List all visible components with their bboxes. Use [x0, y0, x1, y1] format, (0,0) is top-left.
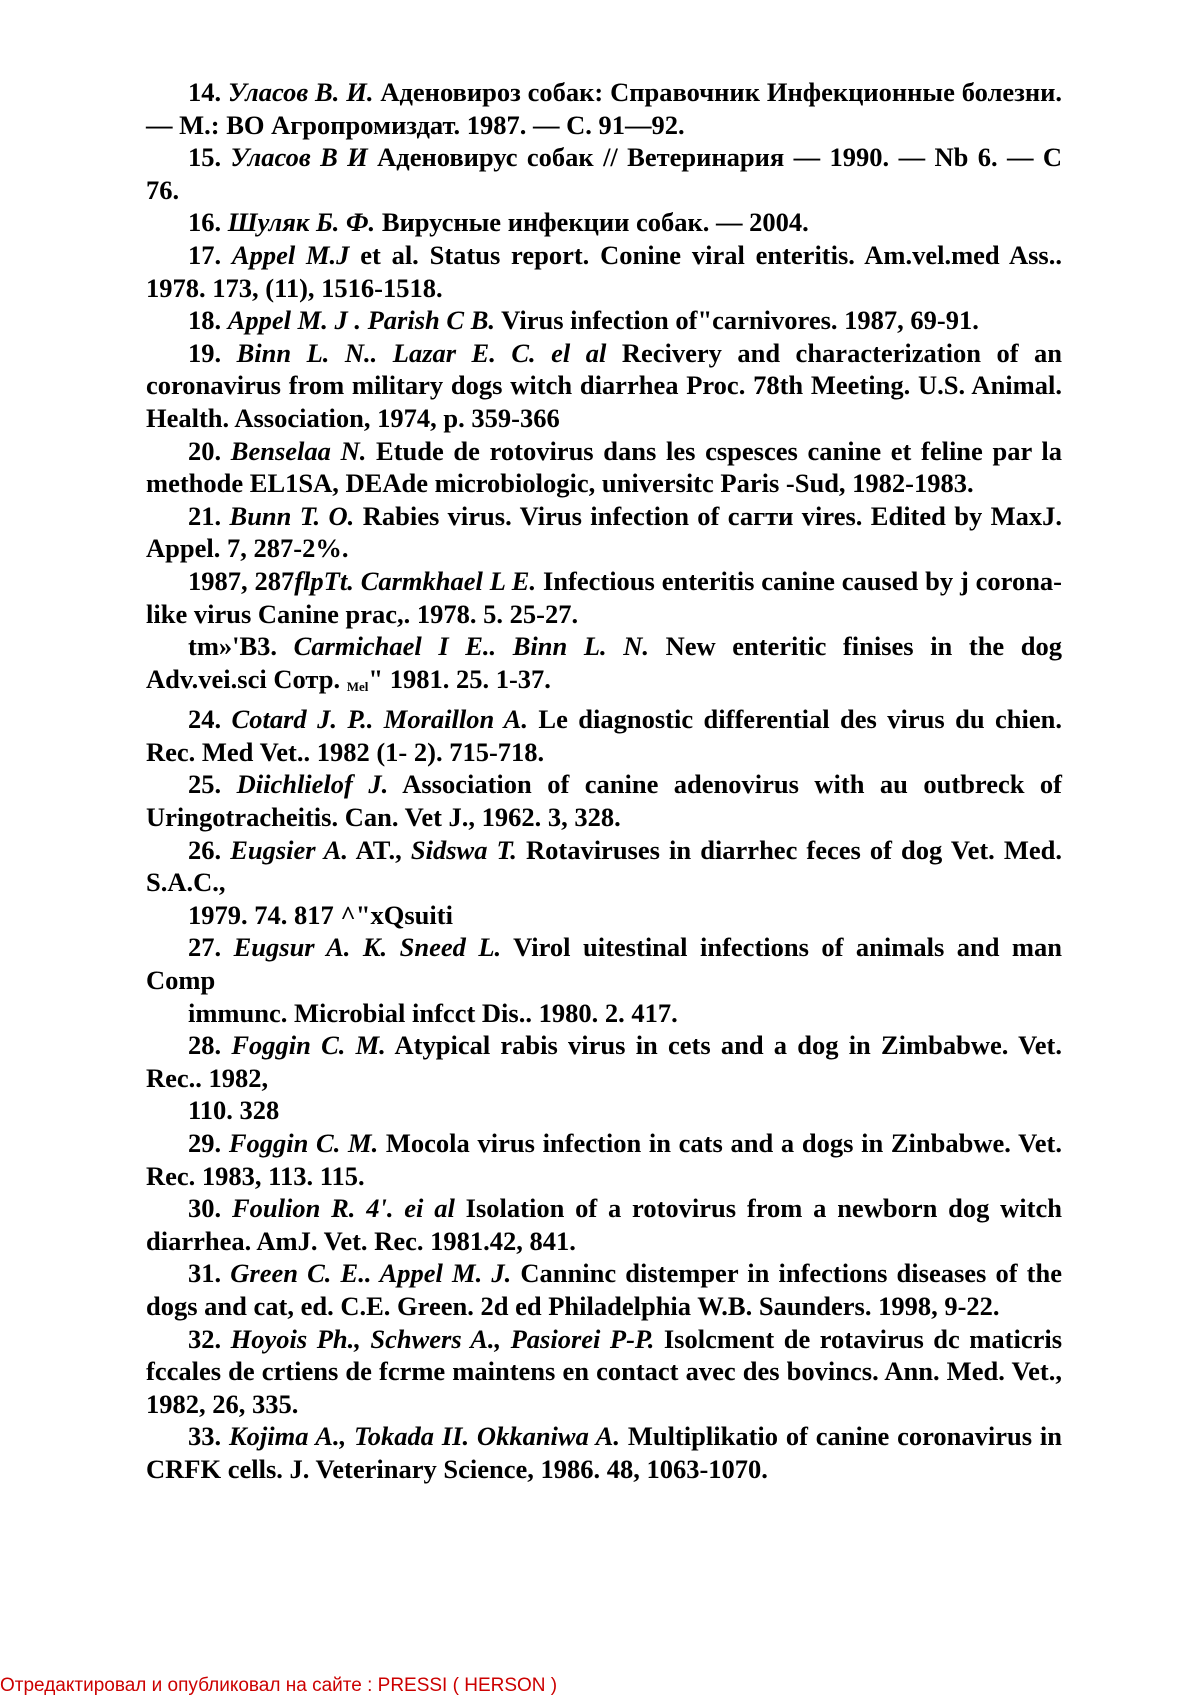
reference-authors: Bunn T. O.	[229, 500, 355, 531]
reference-list	[146, 76, 1062, 1486]
reference-authors: Уласов В И	[230, 142, 368, 173]
reference-item	[146, 337, 1062, 435]
reference-item	[146, 1192, 1062, 1257]
reference-number: 30.	[188, 1193, 222, 1224]
reference-text: et al. Status report. Conine viral enteritis. Am.vel.med Ass.. 1978. 173, (11), 1516-1518.	[146, 239, 1062, 303]
reference-number: 33.	[188, 1421, 222, 1452]
reference-item	[146, 931, 1062, 996]
reference-text: Virus infection of"carnivores. 1987, 69-91.	[501, 305, 979, 336]
reference-item	[146, 1127, 1062, 1192]
reference-continuation: immunc. Microbial infcct Dis.. 1980. 2. 417.	[188, 997, 678, 1028]
reference-number: 19.	[188, 337, 222, 368]
reference-text: Etude de rotovirus dans les cspesces canine et feline par la methode EL1SA, DEAde microbiologic, universitc Paris -Sud, 1982-1983.	[146, 435, 1063, 499]
reference-text: Вирусные инфекции собак. — 2004.	[381, 207, 809, 238]
reference-text: Le diagnostic differential des virus du chien. Rec. Med Vet.. 1982 (1- 2). 715-718.	[146, 704, 1062, 767]
reference-item	[146, 768, 1062, 833]
reference-authors: flpTt. Carmkhael L E.	[294, 565, 537, 596]
reference-number: 27.	[188, 932, 222, 963]
reference-authors: Foggin C. M.	[231, 1030, 386, 1061]
reference-number: 1987, 287	[188, 565, 295, 596]
reference-number: 26.	[188, 834, 222, 865]
footer-credit: Отредактировал и опубликовал на сайте : PRESSI ( HERSON )	[0, 1675, 558, 1696]
reference-text: New enteritic finises in the dog Adv.vei.sci Сотр.	[146, 631, 1063, 694]
reference-authors: Sidswa T.	[410, 834, 517, 865]
reference-authors: Уласов В. И.	[228, 77, 374, 107]
reference-subscript: Mel	[346, 678, 369, 694]
reference-item	[146, 435, 1062, 500]
reference-text: Multiplikatio of canine coronavirus in CRFK cells. J. Veterinary Science, 1986. 48, 1063-1070.	[146, 1421, 1063, 1484]
reference-number: 14.	[188, 77, 222, 107]
reference-number: 18.	[188, 305, 222, 336]
reference-number: 25.	[188, 769, 222, 800]
reference-item	[146, 304, 1062, 337]
reference-text: AT.,	[355, 834, 411, 865]
reference-authors: Eugsier A.	[230, 834, 349, 865]
reference-authors: Binn L. N.. Lazar E. C. el al	[236, 337, 607, 368]
reference-item	[146, 834, 1062, 899]
reference-text: Isolation of a rotovirus from a newborn dog witch diarrhea. AmJ. Vet. Rec. 1981.42, 841.	[146, 1193, 1062, 1256]
reference-authors: Eugsur A. K. Sneed L.	[233, 932, 502, 963]
reference-item	[146, 239, 1062, 304]
reference-number: 16.	[188, 207, 222, 238]
reference-item	[146, 703, 1062, 768]
reference-item	[146, 565, 1062, 630]
reference-number: 29.	[188, 1128, 222, 1158]
reference-text: Atypical rabis virus in cets and a dog in Zimbabwe. Vet. Rec.. 1982,	[146, 1030, 1063, 1093]
reference-text: Rabies virus. Virus infection of сагти vires. Edited by MaxJ. Appel. 7, 287-2%.	[146, 500, 1063, 564]
reference-item	[146, 206, 1062, 239]
reference-authors: Foulion R. 4'. ei al	[231, 1193, 455, 1224]
reference-number: 21.	[188, 500, 222, 531]
reference-text: Аденовироз собак: Справочник Инфекционные болезни. — М.: ВО Агропромиздат. 1987. — С. 91—92.	[146, 77, 1063, 140]
reference-item	[146, 500, 1062, 565]
reference-number: 17.	[188, 239, 222, 270]
reference-authors: Appel M.J	[231, 239, 350, 270]
reference-item	[146, 76, 1062, 141]
reference-authors: Шуляк Б. Ф.	[227, 207, 376, 238]
reference-continuation: 1979. 74. 817 ^"xQsuiti	[188, 899, 453, 930]
reference-authors: Hoyois Ph., Schwers A., Pasiorei P-P.	[230, 1323, 655, 1354]
reference-number: 24.	[188, 704, 222, 735]
reference-item	[146, 1420, 1062, 1485]
reference-text: Recivery and characterization of an coronavirus from military dogs witch diarrhea Proc. 78th Meeting. U.S. Animal. Health. Association, 1974, p. 359-366	[146, 337, 1063, 433]
reference-text: Association of canine adenovirus with au outbreck of Uringotracheitis. Can. Vet J., 1962. 3, 328.	[146, 769, 1062, 833]
reference-authors: Diichlielof J.	[236, 769, 389, 800]
reference-authors: Foggin C. M.	[228, 1128, 379, 1158]
reference-item	[146, 141, 1062, 206]
reference-number: 32.	[188, 1323, 222, 1354]
reference-text: Аденовирус собак // Ветеринария — 1990. — Nb 6. — С 76.	[146, 142, 1063, 205]
reference-number: tm»'B3.	[188, 631, 278, 662]
reference-text: Mocola virus infection in cats and a dogs in Zinbabwe. Vet. Rec. 1983, 113. 115.	[146, 1128, 1063, 1191]
reference-text-tail: " 1981. 25. 1-37.	[368, 663, 551, 694]
reference-text: Infectious enteritis canine caused by j corona-like virus Canine prac,. 1978. 5. 25-27.	[146, 565, 1063, 629]
reference-item	[146, 630, 1062, 703]
reference-number: 28.	[188, 1030, 222, 1061]
reference-text: Isolcment de rotavirus dc maticris fccales de crtiens de fcrme maintens en contact avec des bovincs. Ann. Med. Vet., 1982, 26, 335.	[146, 1323, 1063, 1419]
reference-authors: Carmichael I E.. Binn L. N.	[293, 631, 649, 662]
reference-authors: Appel M. J . Parish C B.	[227, 305, 496, 336]
reference-number: 20.	[188, 435, 222, 466]
reference-item	[146, 1323, 1062, 1421]
reference-item	[146, 1029, 1062, 1094]
reference-authors: Cotard J. P.. Moraillon A.	[231, 704, 528, 735]
reference-text: Virol uitestinal infections of animals and man Comp	[146, 932, 1062, 996]
reference-number: 15.	[188, 142, 222, 173]
reference-text: Canninc distemper in infections diseases of the dogs and cat, ed. C.E. Green. 2d ed Philadelphia W.B. Saunders. 1998, 9-22.	[146, 1258, 1063, 1321]
reference-text: Rotaviruses in diarrhec feces of dog Vet. Med. S.A.C.,	[146, 834, 1063, 898]
reference-number: 31.	[188, 1258, 222, 1289]
reference-continuation: 110. 328	[188, 1095, 280, 1126]
reference-authors: Green C. E.. Appel M. J.	[230, 1258, 512, 1289]
reference-authors: Kojima A., Tokada II. Okkaniwa A.	[228, 1421, 620, 1452]
reference-authors: Benselaa N.	[230, 435, 367, 466]
reference-item	[146, 1257, 1062, 1322]
